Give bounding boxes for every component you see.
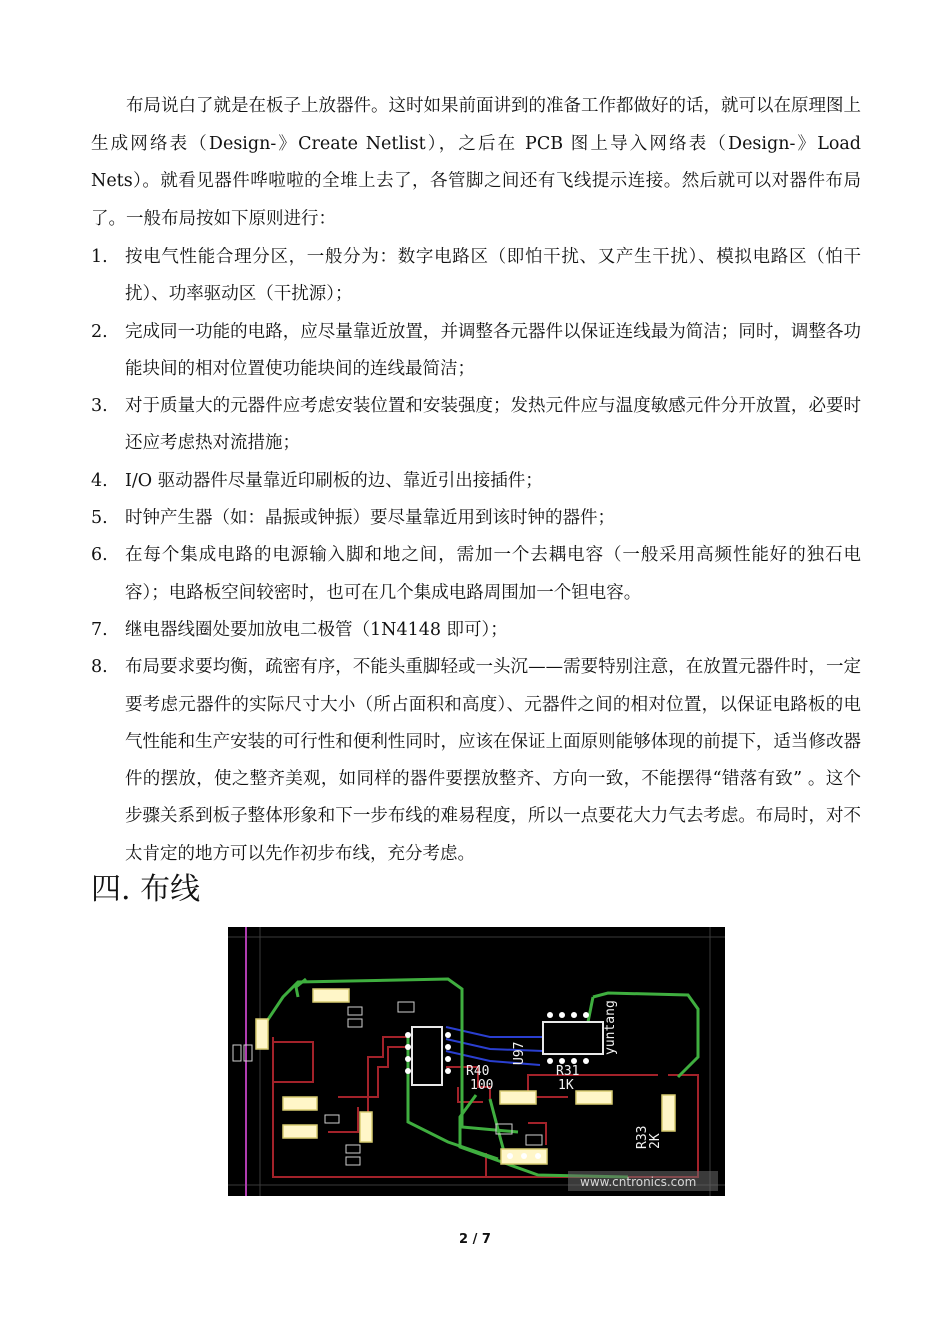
pcb-drawing (228, 927, 725, 1196)
list-text: 布局要求要均衡，疏密有序，不能头重脚轻或一头沉——需要特别注意，在放置元器件时，一定要考虑元器件的实际尺寸大小（所占面积和高度）、元器件之间的相对位置，以保证电路板的电气性能和生产安装的可行性和便利性同时，应该在保证上面原则能够体现的前提下，适当修改器件的摆放，使之整齐美观，如同样的器件要摆放整齐、方向一致，不能摆得“错落有致” 。这个步骤关系到板子整体形象和下一步布线的难易程度，所以一点要花大力气去考虑。布局时，对不太肯定的地方可以先作初步布线，充分考虑。 (125, 657, 861, 864)
label-silk-text: yuntang (603, 1000, 618, 1055)
label-r40: R40 (466, 1064, 490, 1079)
list-item (91, 314, 861, 389)
list-text: I/O 驱动器件尽量靠近印刷板的边、靠近引出接插件； (125, 470, 543, 491)
resistor (313, 989, 349, 1002)
list-item (91, 388, 861, 463)
layout-principles-list (91, 239, 861, 873)
label-r40-value: 100 (470, 1078, 494, 1093)
list-item (91, 537, 861, 612)
list-item (91, 500, 861, 537)
resistor (360, 1112, 372, 1142)
list-number: 7. (91, 619, 108, 640)
list-item (91, 463, 861, 500)
list-item (91, 612, 861, 649)
list-number: 8. (91, 657, 108, 678)
label-r31: R31 (556, 1064, 580, 1079)
pcb-layout-image (228, 927, 725, 1196)
resistor (500, 1091, 536, 1104)
label-r33: R33 (635, 1125, 650, 1149)
resistor (256, 1019, 268, 1049)
label-r33-value: 2K (648, 1133, 663, 1149)
resistor (283, 1097, 317, 1110)
list-number: 1. (91, 247, 108, 267)
ic-chip-u97 (543, 1022, 603, 1054)
list-number: 5. (91, 508, 108, 529)
list-text: 时钟产生器（如：晶振或钟振）要尽量靠近用到该时钟的器件； (125, 508, 615, 529)
list-text: 对于质量大的元器件应考虑安装位置和安装强度；发热元件应与温度敏感元件分开放置，必要时还应考虑热对流措施； (125, 396, 861, 454)
pcb-background (228, 927, 725, 1196)
label-u97: U97 (512, 1041, 527, 1065)
page-number: 2 / 7 (459, 1232, 491, 1247)
list-text: 继电器线圈处要加放电二极管（1N4148 即可）； (125, 619, 508, 640)
list-number: 4. (91, 470, 108, 491)
resistor (283, 1125, 317, 1138)
resistor (576, 1091, 612, 1104)
list-number: 6. (91, 545, 108, 566)
watermark-text: www.cntronics.com (580, 1175, 697, 1189)
intro-paragraph: 布局说白了就是在板子上放器件。这时如果前面讲到的准备工作都做好的话，就可以在原理图上生成网络表（Design-》Create Netlist），之后在 PCB 图上导入网络表（Design-》Load Nets）。就看见器件哗啦啦的全堆上去了，各管脚之间还有飞线提示连接。然后就可以对器件布局了。一般布局按如下原则进行： (91, 96, 861, 229)
list-item (91, 649, 861, 873)
list-text: 完成同一功能的电路，应尽量靠近放置，并调整各元器件以保证连线最为简洁；同时，调整各功能块间的相对位置使功能块间的连线最简洁； (125, 321, 861, 379)
list-number: 3. (91, 396, 108, 417)
section-heading: 四. 布线 (91, 872, 201, 907)
list-text: 按电气性能合理分区，一般分为：数字电路区（即怕干扰、又产生干扰）、模拟电路区（怕干扰）、功率驱动区（干扰源）； (125, 247, 861, 305)
resistor (662, 1095, 675, 1131)
list-text: 在每个集成电路的电源输入脚和地之间，需加一个去耦电容（一般采用高频性能好的独石电容）；电路板空间较密时，也可在几个集成电路周围加一个钽电容。 (125, 545, 861, 603)
ic-chip-left (412, 1027, 442, 1085)
label-r31-value: 1K (558, 1078, 574, 1093)
list-number: 2. (91, 321, 108, 342)
list-item (91, 239, 861, 314)
